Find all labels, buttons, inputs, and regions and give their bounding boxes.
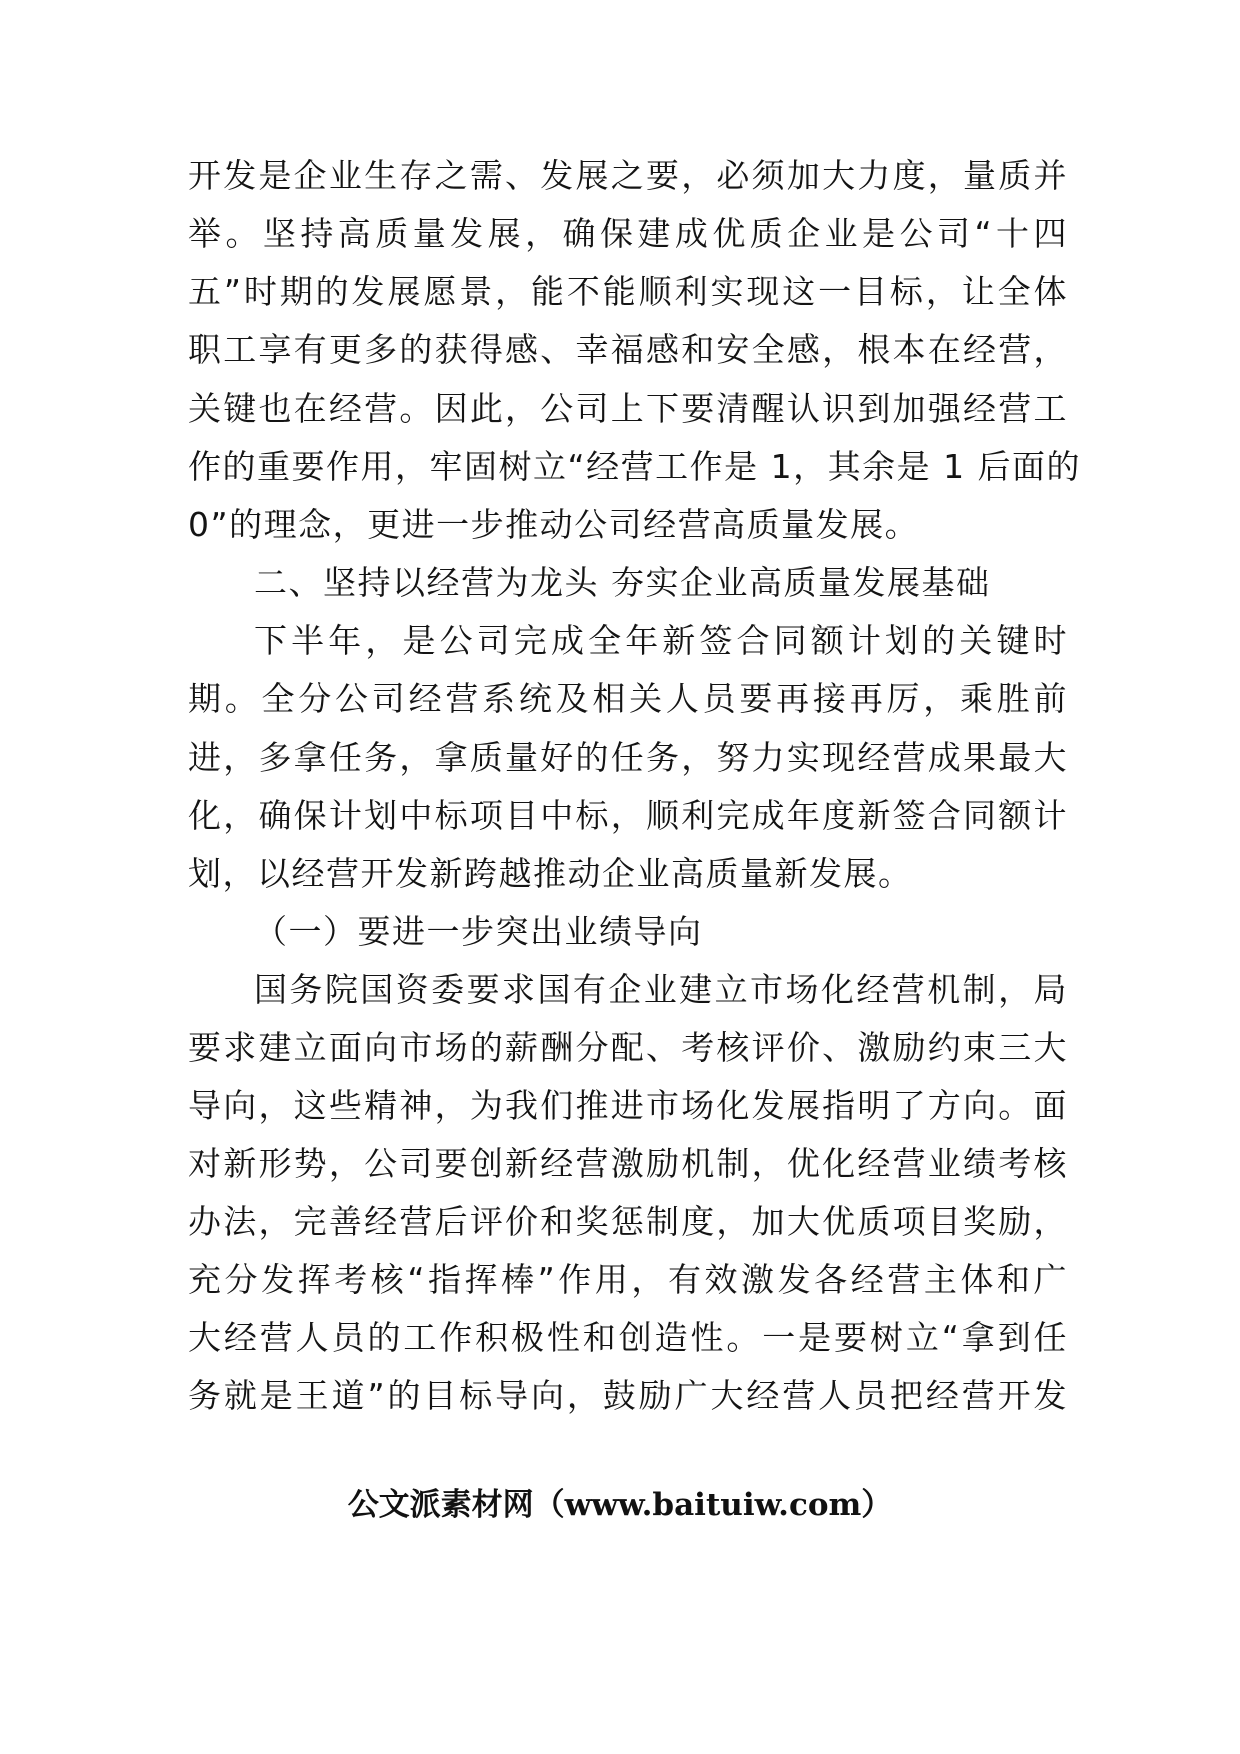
body-text-line: 举。坚持高质量发展，确保建成优质企业是公司“十四 <box>188 214 1068 253</box>
body-text-line: 充分发挥考核“指挥棒”作用，有效激发各经营主体和广 <box>188 1260 1068 1299</box>
watermark-footer: 公文派素材网（www.baituiw.com） <box>347 1487 893 1523</box>
body-text-line: 五”时期的发展愿景，能不能顺利实现这一目标，让全体 <box>188 272 1068 311</box>
body-text-line: 导向，这些精神，为我们推进市场化发展指明了方向。面 <box>188 1086 1068 1125</box>
body-text-line: 职工享有更多的获得感、幸福感和安全感，根本在经营， <box>188 330 1068 369</box>
body-text-line: 0”的理念，更进一步推动公司经营高质量发展。 <box>188 505 920 544</box>
body-text-line: 国务院国资委要求国有企业建立市场化经营机制，局 <box>254 970 1068 1009</box>
section-heading: 二、坚持以经营为龙头 夯实企业高质量发展基础 <box>254 563 991 602</box>
body-text-line: 大经营人员的工作积极性和创造性。一是要树立“拿到任 <box>188 1318 1068 1357</box>
body-text-line: 对新形势，公司要创新经营激励机制，优化经营业绩考核 <box>188 1144 1068 1183</box>
body-text-line: 划，以经营开发新跨越推动企业高质量新发展。 <box>188 854 913 893</box>
body-text-line: 开发是企业生存之需、发展之要，必须加大力度，量质并 <box>188 156 1068 195</box>
body-text-line: 化，确保计划中标项目中标，顺利完成年度新签合同额计 <box>188 796 1068 835</box>
subsection-heading: （一）要进一步突出业绩导向 <box>254 912 703 951</box>
body-text-line: 办法，完善经营后评价和奖惩制度，加大优质项目奖励， <box>188 1202 1068 1241</box>
body-text-line: 务就是王道”的目标导向，鼓励广大经营人员把经营开发 <box>188 1376 1068 1415</box>
body-text-line: 关键也在经营。因此，公司上下要清醒认识到加强经营工 <box>188 389 1068 428</box>
body-text-line: 期。全分公司经营系统及相关人员要再接再厉，乘胜前 <box>188 679 1068 718</box>
body-text-line: 作的重要作用，牢固树立“经营工作是 1，其余是 1 后面的 <box>188 447 1082 486</box>
body-text-line: 下半年，是公司完成全年新签合同额计划的关键时 <box>254 621 1068 660</box>
body-text-line: 进，多拿任务，拿质量好的任务，努力实现经营成果最大 <box>188 738 1068 777</box>
body-text-line: 要求建立面向市场的薪酬分配、考核评价、激励约束三大 <box>188 1028 1068 1067</box>
